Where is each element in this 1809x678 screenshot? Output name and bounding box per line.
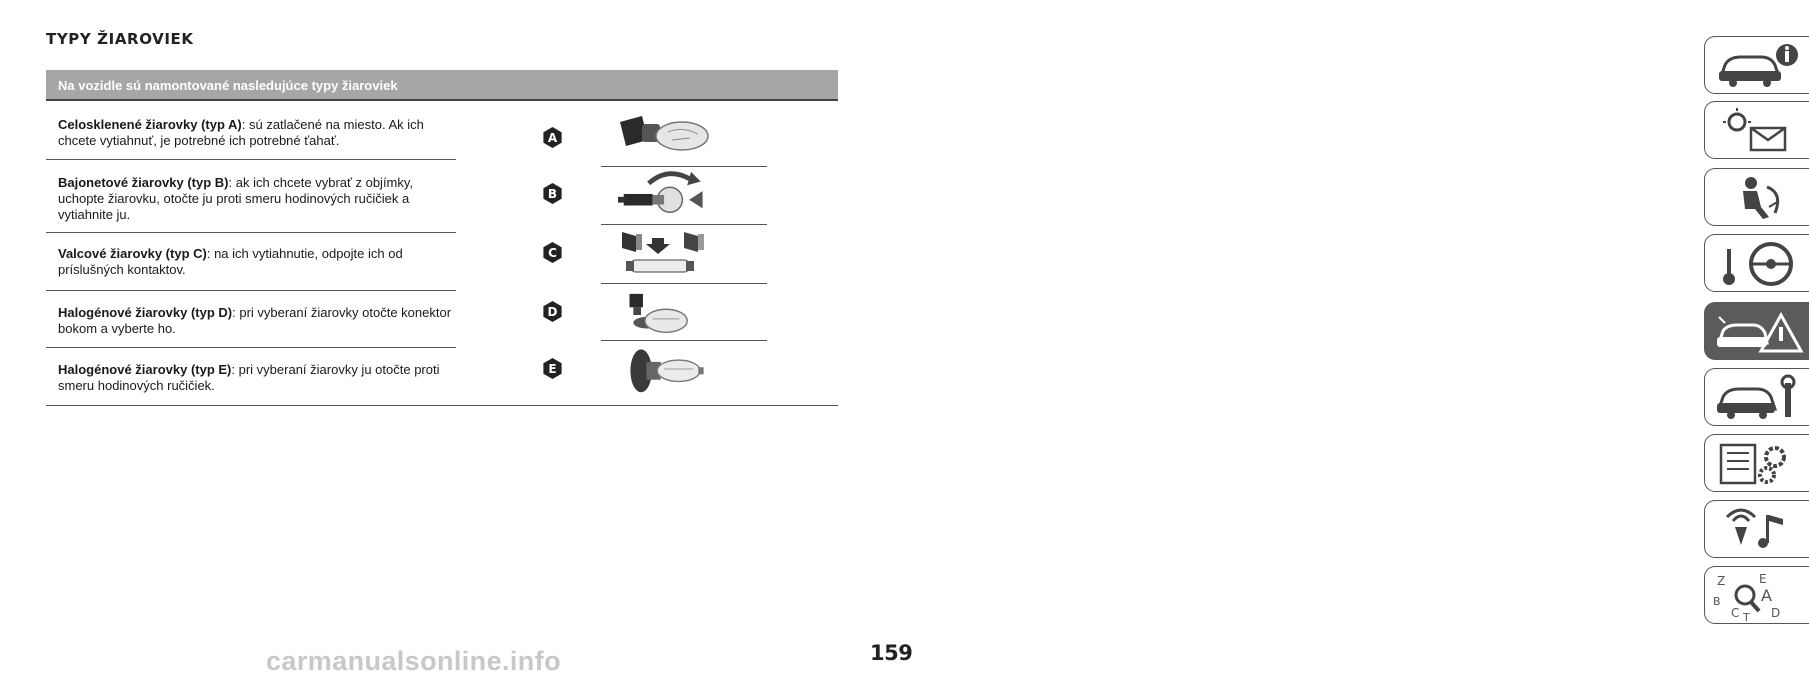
key-steering-wheel-icon [1713, 239, 1805, 289]
index-letter-t: T [1743, 611, 1750, 624]
badge-e-letter: E [548, 362, 557, 376]
tab-emergency[interactable] [1704, 302, 1809, 360]
badge-a [542, 127, 563, 148]
image-separator [601, 166, 767, 167]
index-letter-e: E [1759, 572, 1767, 586]
row-c-text [58, 246, 456, 278]
index-letter-b: B [1713, 595, 1721, 608]
row-e-title: Halogénové žiarovky (typ E) [58, 362, 232, 377]
badge-d-letter: D [547, 305, 558, 319]
index-letter-z: Z [1717, 574, 1726, 588]
tab-car-info[interactable] [1704, 36, 1809, 94]
badge-d [542, 301, 563, 322]
bulb-d-image [612, 290, 722, 340]
tab-specifications[interactable] [1704, 434, 1809, 492]
watermark: carmanualsonline.info [266, 646, 561, 676]
car-wrench-icon [1713, 373, 1805, 423]
row-e-text [58, 362, 456, 394]
tab-warning-lights[interactable] [1704, 101, 1809, 159]
row-a-title: Celosklenené žiarovky (typ A) [58, 117, 242, 132]
bulb-b-image [612, 168, 722, 218]
table-bottom-line [46, 405, 838, 406]
bulb-e-image [612, 344, 722, 394]
tab-safety[interactable] [1704, 168, 1809, 226]
row-b-desc: : ak ich chcete vybrať z objímky, uchopte žiarovku, otočte ju proti smeru hodinových ručičiek a vytiahnite ju. [58, 175, 414, 222]
specifications-gears-icon [1713, 439, 1805, 489]
page-title: TYPY ŽIAROVIEK [46, 30, 194, 48]
page-number: 159 [870, 641, 913, 665]
row-b-title: Bajonetové žiarovky (typ B) [58, 175, 229, 190]
index-letter-c: C [1731, 606, 1740, 620]
row-c-title: Valcové žiarovky (typ C) [58, 246, 207, 261]
row-d-text [58, 305, 456, 337]
warning-light-message-icon [1713, 106, 1805, 156]
tab-multimedia[interactable] [1704, 500, 1809, 558]
car-breakdown-warning-icon [1713, 307, 1805, 357]
badge-e [542, 358, 563, 379]
index-letter-d: D [1771, 606, 1781, 620]
row-separator [46, 290, 456, 291]
row-d-title: Halogénové žiarovky (typ D) [58, 305, 233, 320]
image-separator [601, 224, 767, 225]
badge-b [542, 183, 563, 204]
table-header [46, 70, 838, 101]
row-c-desc: : na ich vytiahnutie, odpojte ich od príslušných kontaktov. [58, 246, 403, 277]
badge-c-letter: C [548, 246, 557, 260]
tab-starting-driving[interactable] [1704, 234, 1809, 292]
sidebar-chapter-tabs [851, 0, 1781, 678]
alphabetical-index-icon [1713, 571, 1805, 624]
seat-airbag-icon [1713, 173, 1805, 223]
bulb-a-image [612, 112, 722, 162]
row-a-desc: : sú zatlačené na miesto. Ak ich chcete vytiahnuť, je potrebné ich potrebné ťahať. [58, 117, 424, 148]
index-letter-a: A [1761, 586, 1772, 605]
tab-maintenance[interactable] [1704, 368, 1809, 426]
row-b-text [58, 175, 456, 223]
badge-a-letter: A [547, 131, 558, 145]
car-info-icon [1713, 41, 1805, 91]
row-separator [46, 159, 456, 160]
multimedia-icon [1713, 505, 1805, 555]
bulb-c-image [612, 228, 722, 278]
badge-b-letter: B [547, 187, 558, 201]
row-d-desc: : pri vyberaní žiarovky otočte konektor bokom a vyberte ho. [58, 305, 452, 336]
row-a-text [58, 117, 456, 149]
row-e-desc: : pri vyberaní žiarovky ju otočte proti smeru hodinových ručičiek. [58, 362, 440, 393]
badge-c [542, 242, 563, 263]
image-separator [601, 340, 767, 341]
tab-index[interactable] [1704, 566, 1809, 624]
magnifier-icon [1736, 586, 1754, 604]
row-separator [46, 232, 456, 233]
table-header-text: Na vozidle sú namontované nasledujúce typy žiaroviek [58, 78, 398, 93]
row-separator [46, 347, 456, 348]
image-separator [601, 283, 767, 284]
